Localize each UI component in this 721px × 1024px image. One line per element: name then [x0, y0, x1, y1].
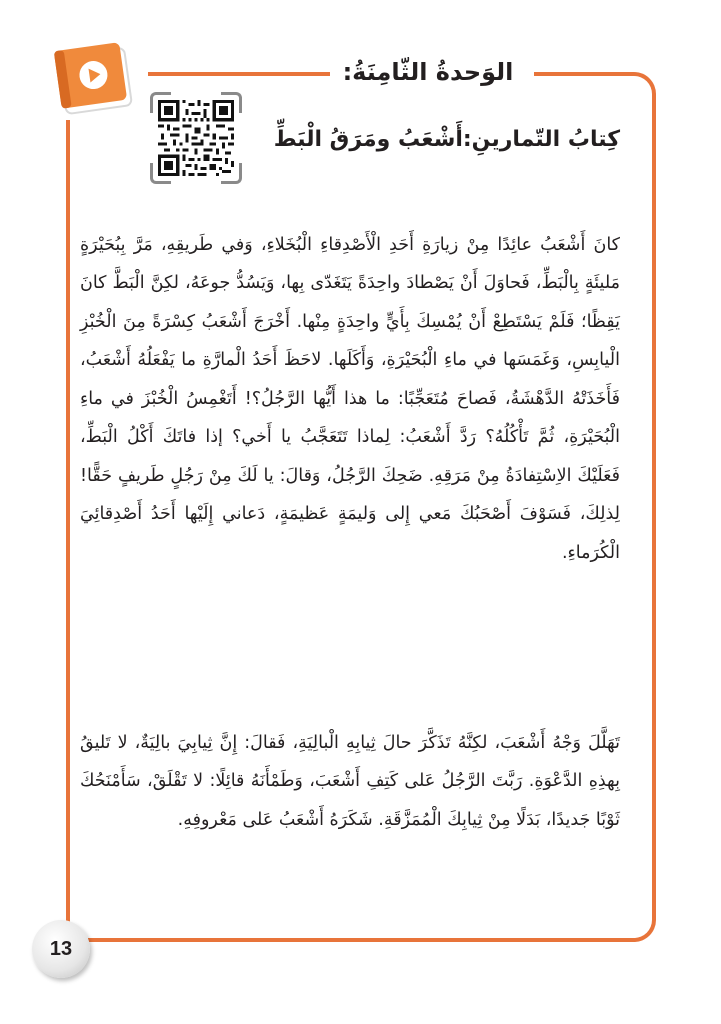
frame-left-border — [66, 120, 70, 940]
story-paragraph-2: تَهَلَّلَ وَجْهُ أَشْعَبَ، لكِنَّهُ تَذَكَّرَ حالَ ثِيابِهِ الْبالِيَةِ، فَقالَ: إِنَّ ثِيابِيَ بالِيَةٌ، لا تَليقُ بِهذِهِ الدَّعْوَةِ. رَبَّتَ الرَّجُلُ عَلى كَتِفِ أَشْعَبَ، وَطَمْأَنَهُ قائِلًا: لا تَقْلَقْ، سَأَمْنَحُكَ ثَوْبًا جَديدًا، بَدَلًا مِنْ ثِيابِكَ الْمُمَزَّقَةِ. شَكَرَهُ أَشْعَبُ عَلى مَعْروفِهِ. — [80, 732, 620, 830]
frame-top-line-left — [148, 72, 330, 76]
book-play-icon[interactable] — [48, 38, 140, 120]
qr-code[interactable] — [150, 92, 242, 184]
lesson-title: كِتابُ التّمارينِ:أَشْعَبُ ومَرَقُ الْبَطِّ — [273, 127, 620, 152]
page-number: 13 — [49, 938, 73, 960]
unit-title: الوَحدةُ الثّامِنَةُ: — [342, 58, 514, 86]
story-paragraph-1: كانَ أَشْعَبُ عائِدًا مِنْ زيارَةِ أَحَدِ الْأَصْدِقاءِ الْبُخَلاءِ، وَفي طَريقِهِ، مَرَّ بِبُحَيْرَةٍ مَليئَةٍ بِالْبَطِّ، فَحاوَلَ أَنْ يَصْطادَ واحِدَةً يَتَغَدّى بِها، وَيَسُدُّ جوعَهُ، لكِنَّ الْبَطَّ كانَ يَقِظًا؛ فَلَمْ يَسْتَطِعْ أَنْ يُمْسِكَ بِأَيٍّ واحِدَةٍ مِنْها. أَخْرَجَ أَشْعَبُ كِسْرَةً مِنَ الْخُبْزِ الْيابِسِ، وَغَمَسَها في ماءِ الْبُحَيْرَةِ، وَأَكَلَها. لاحَظَ أَحَدُ الْمارَّةِ ما يَفْعَلُهُ أَشْعَبُ، فَأَخَذَتْهُ الدَّهْشَةُ، فَصاحَ مُتَعَجِّبًا: ما هذا أَيُّها الرَّجُلُ؟! أَتَغْمِسُ الْخُبْزَ في ماءِ الْبُحَيْرَةِ، ثُمَّ تَأْكُلُهُ؟ رَدَّ أَشْعَبُ: لِماذا تَتَعَجَّبُ يا أَخي؟ إذا فاتَكَ أَكْلُ الْبَطِّ، فَعَلَيْكَ الاِسْتِفادَةُ مِنْ مَرَقِهِ. ضَحِكَ الرَّجُلُ، وَقالَ: يا لَكَ مِنْ رَجُلٍ طَريفٍ حَقًّا! لِذلِكَ، فَسَوْفَ أَصْحَبُكَ مَعي إِلى وَليمَةٍ عَظيمَةٍ، دَعاني إِلَيْها أَحَدُ أَصْدِقائِيَ الْكُرَماءِ. — [80, 234, 620, 563]
frame-bottom-border — [88, 938, 608, 942]
frame-top-line-right — [534, 72, 604, 76]
qr-code-icon — [158, 100, 234, 176]
page-number-badge — [32, 920, 90, 978]
